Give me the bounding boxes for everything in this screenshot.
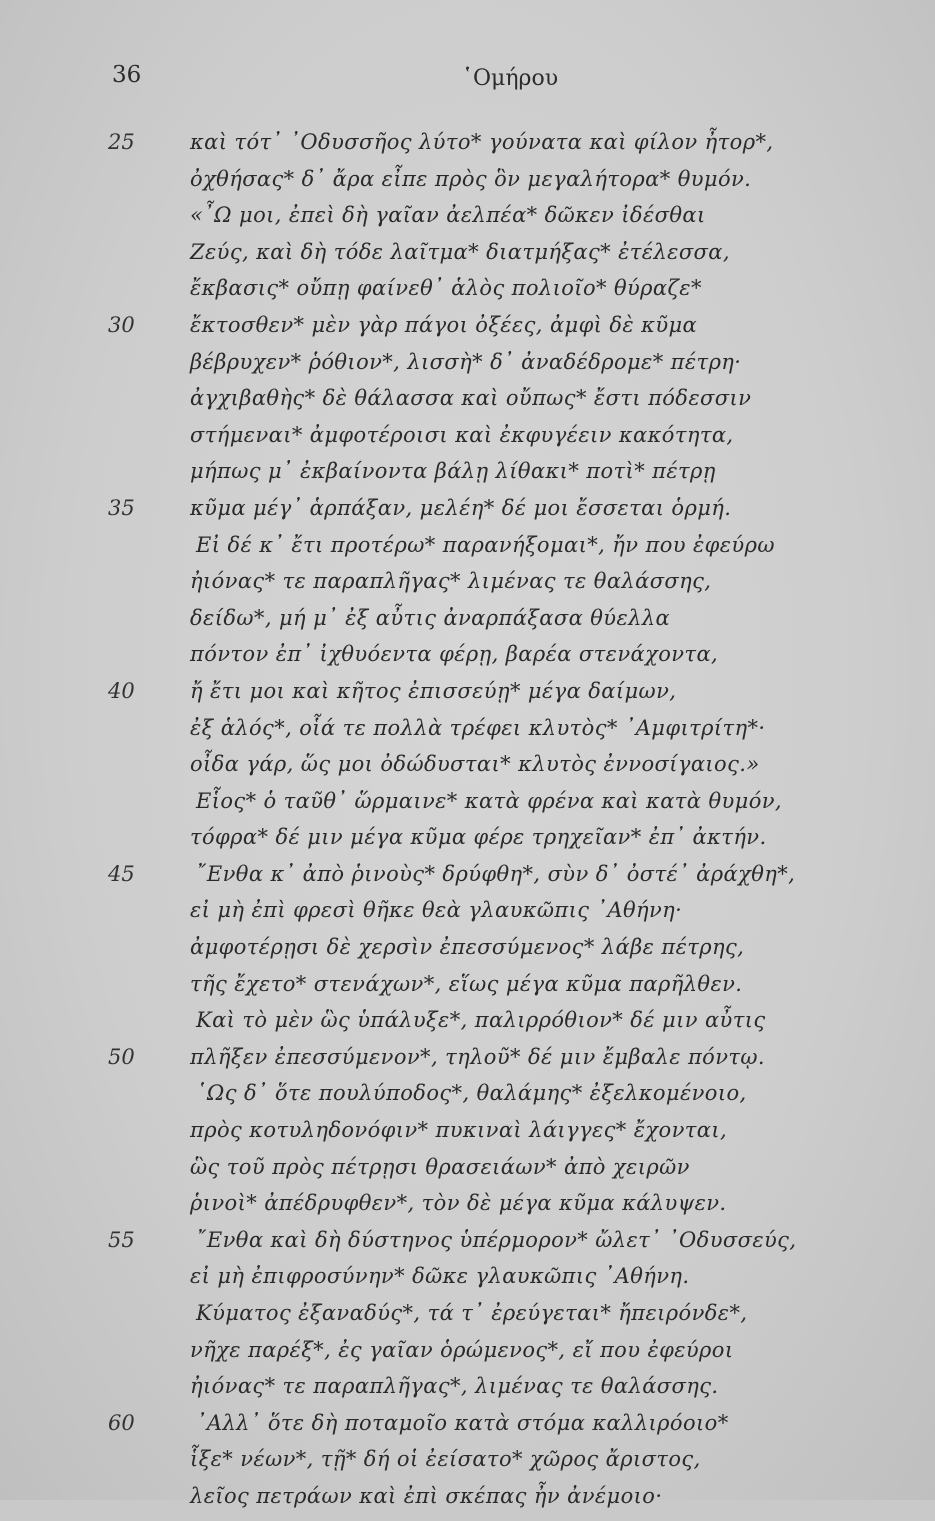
verse-line	[0, 1411, 935, 1448]
verse-text: ἔκτοσθεν* μὲν γὰρ πάγοι ὀξέες, ἀμφὶ δὲ κῦμα	[190, 312, 698, 337]
verse-text: Εἷος* ὁ ταῦθ᾽ ὥρμαινε* κατὰ φρένα καὶ κατὰ θυμόν,	[196, 788, 782, 813]
verse-line	[0, 130, 935, 167]
verse-text: εἰ μὴ ἐπὶ φρεσὶ θῆκε θεὰ γλαυκῶπις ᾽Αθήνη·	[190, 898, 683, 923]
verse-line	[0, 496, 935, 533]
verse-line	[0, 1228, 935, 1265]
verse-line	[0, 167, 935, 204]
verse-line	[0, 386, 935, 423]
verse-text: οἶδα γάρ, ὥς μοι ὀδώδυσται* κλυτὸς ἐννοσίγαιος.»	[190, 752, 760, 777]
verse-text: βέβρυχεν* ῥόθιον*, λισσὴ* δ᾽ ἀναδέδρομε* πέτρη·	[190, 349, 742, 374]
verse-text: Καὶ τὸ μὲν ὣς ὑπάλυξε*, παλιρρόθιον* δέ μιν αὖτις	[196, 1008, 766, 1033]
verse-line	[0, 240, 935, 277]
verse-text: Εἰ δέ κ᾽ ἔτι προτέρω* παρανήξομαι*, ἤν που ἐφεύρω	[196, 532, 775, 557]
line-number: 40	[108, 678, 135, 703]
verse-line	[0, 1338, 935, 1375]
verse-line	[0, 459, 935, 496]
verse-text: νῆχε παρέξ*, ἐς γαῖαν ὁρώμενος*, εἴ που ἐφεύροι	[190, 1337, 734, 1362]
verse-text: δείδω*, μή μ᾽ ἐξ αὖτις ἀναρπάξασα θύελλα	[190, 605, 671, 630]
verse-line	[0, 789, 935, 826]
verse-text: ῾Ως δ᾽ ὅτε πουλύποδος*, θαλάμης* ἐξελκομένοιο,	[196, 1081, 747, 1106]
verse-line	[0, 898, 935, 935]
verse-line	[0, 642, 935, 679]
verse-text: ἷξε* νέων*, τῇ* δή οἱ ἐείσατο* χῶρος ἄριστος,	[190, 1447, 701, 1472]
verse-text: καὶ τότ᾽ ᾽Οδυσσῆος λύτο* γούνατα καὶ φίλον ἦτορ*,	[190, 130, 774, 154]
verse-line	[0, 679, 935, 716]
verse-line	[0, 1484, 935, 1521]
verse-line	[0, 606, 935, 643]
verse-line	[0, 825, 935, 862]
verse-line	[0, 350, 935, 387]
line-number: 25	[108, 130, 135, 154]
verse-text: ἔκβασις* οὔπῃ φαίνεθ᾽ ἁλὸς πολιοῖο* θύραζε*	[190, 276, 702, 301]
verse-text: ἀγχιβαθὴς* δὲ θάλασσα καὶ οὔπως* ἔστι πόδεσσιν	[190, 386, 752, 411]
verse-line	[0, 862, 935, 899]
verse-text: στήμεναι* ἀμφοτέροισι καὶ ἐκφυγέειν κακότητα,	[190, 422, 734, 447]
line-number: 45	[108, 861, 135, 886]
line-number: 60	[108, 1410, 135, 1435]
verse-text: τόφρα* δέ μιν μέγα κῦμα φέρε τρηχεῖαν* ἐπ᾽ ἀκτήν.	[190, 825, 767, 850]
verse-line	[0, 569, 935, 606]
verse-text: λεῖος πετράων καὶ ἐπὶ σκέπας ἦν ἀνέμοιο·	[190, 1483, 663, 1508]
line-number: 35	[108, 495, 135, 520]
verse-text: τῆς ἔχετο* στενάχων*, εἵως μέγα κῦμα παρῆλθεν.	[190, 971, 743, 996]
verse-text: ἀμφοτέρῃσι δὲ χερσὶν ἐπεσσύμενος* λάβε πέτρης,	[190, 935, 745, 960]
verse-text: ὣς τοῦ πρὸς πέτρῃσι θρασειάων* ἀπὸ χειρῶν	[190, 1154, 690, 1179]
verse-line	[0, 716, 935, 753]
verse-text: ῥινοὶ* ἀπέδρυφθεν*, τὸν δὲ μέγα κῦμα κάλυψεν.	[190, 1191, 727, 1216]
verse-line	[0, 1008, 935, 1045]
verse-text: μήπως μ᾽ ἐκβαίνοντα βάλῃ λίθακι* ποτὶ* πέτρῃ	[190, 459, 716, 484]
verse-line	[0, 1447, 935, 1484]
verse-line	[0, 1264, 935, 1301]
verse-text-block	[0, 130, 935, 1521]
verse-text: Κύματος ἐξαναδύς*, τά τ᾽ ἐρεύγεται* ἤπειρόνδε*,	[196, 1301, 748, 1325]
verse-text: ἐξ ἁλός*, οἷά τε πολλὰ τρέφει κλυτὸς* ᾽Αμφιτρίτη*·	[190, 715, 766, 740]
verse-text: εἰ μὴ ἐπιφροσύνην* δῶκε γλαυκῶπις ᾽Αθήνη.	[190, 1264, 690, 1289]
verse-text: ῎Ενθα καὶ δὴ δύστηνος ὑπέρμορον* ὤλετ᾽ ᾽Οδυσσεύς,	[196, 1227, 797, 1252]
verse-text: πρὸς κοτυληδονόφιν* πυκιναὶ λάιγγες* ἔχονται,	[190, 1118, 728, 1143]
line-number: 50	[108, 1044, 135, 1069]
running-head: ῾Ομήρου	[462, 66, 559, 91]
verse-line	[0, 1081, 935, 1118]
verse-line	[0, 1045, 935, 1082]
verse-line	[0, 1118, 935, 1155]
verse-text: ἠιόνας* τε παραπλῆγας*, λιμένας τε θαλάσσης.	[190, 1374, 719, 1399]
verse-line	[0, 1374, 935, 1411]
verse-line	[0, 313, 935, 350]
verse-text: «῏Ω μοι, ἐπεὶ δὴ γαῖαν ἀελπέα* δῶκεν ἰδέσθαι	[190, 203, 706, 228]
line-number: 30	[108, 312, 135, 337]
verse-line	[0, 935, 935, 972]
verse-text: ἤ ἔτι μοι καὶ κῆτος ἐπισσεύῃ* μέγα δαίμων,	[190, 678, 677, 703]
verse-line	[0, 533, 935, 570]
verse-line	[0, 752, 935, 789]
verse-text: κῦμα μέγ᾽ ἁρπάξαν, μελέη* δέ μοι ἔσσεται ὁρμή.	[190, 495, 732, 520]
verse-line	[0, 1191, 935, 1228]
verse-text: πόντον ἐπ᾽ ἰχθυόεντα φέρῃ, βαρέα στενάχοντα,	[190, 642, 719, 667]
page-number: 36	[112, 62, 142, 88]
verse-text: πλῆξεν ἐπεσσύμενον*, τηλοῦ* δέ μιν ἔμβαλε πόντῳ.	[190, 1044, 766, 1069]
verse-line	[0, 423, 935, 460]
verse-line	[0, 972, 935, 1009]
verse-text: Ζεύς, καὶ δὴ τόδε λαῖτμα* διατμήξας* ἐτέλεσσα,	[190, 239, 730, 264]
verse-text: ῎Ενθα κ᾽ ἀπὸ ῥινοὺς* δρύφθη*, σὺν δ᾽ ὀστέ᾽ ἀράχθη*,	[196, 861, 796, 886]
verse-line	[0, 276, 935, 313]
line-number: 55	[108, 1227, 135, 1252]
verse-text: ὀχθήσας* δ᾽ ἄρα εἶπε πρὸς ὃν μεγαλήτορα* θυμόν.	[190, 166, 752, 191]
verse-line	[0, 203, 935, 240]
verse-text: ἠιόνας* τε παραπλῆγας* λιμένας τε θαλάσσης,	[190, 569, 712, 594]
verse-line	[0, 1155, 935, 1192]
verse-text: ᾽Αλλ᾽ ὅτε δὴ ποταμοῖο κατὰ στόμα καλλιρόοιο*	[196, 1410, 729, 1435]
verse-line	[0, 1301, 935, 1338]
